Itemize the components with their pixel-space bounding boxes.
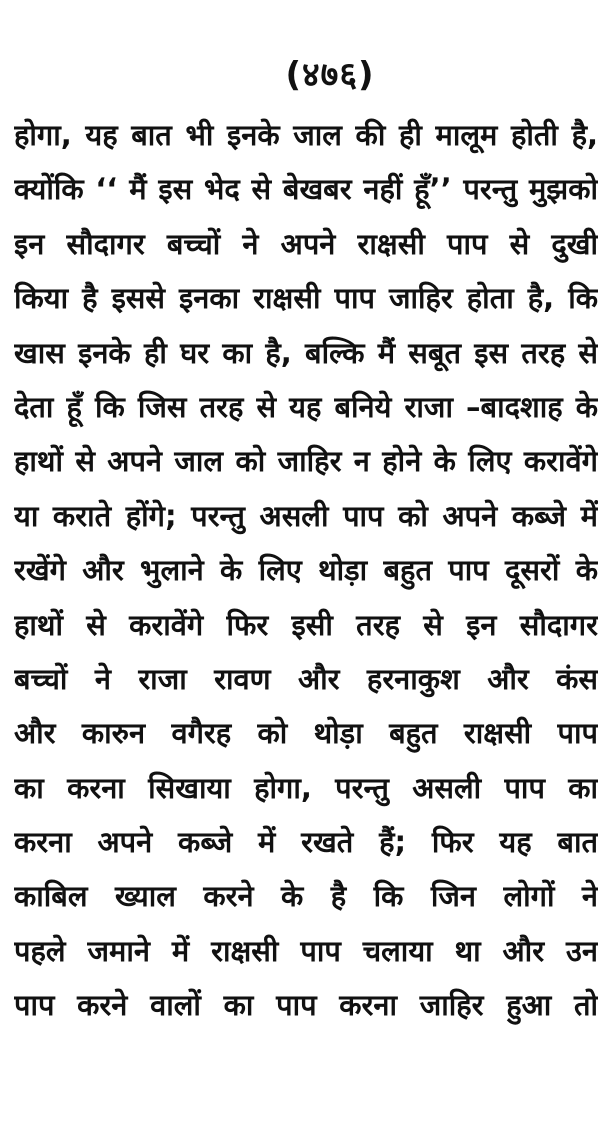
text-line: हाथों से करावेंगे फिर इसी तरह से इन सौदागर: [14, 607, 598, 642]
text-line: रखेंगे और भुलाने के लिए थोड़ा बहुत पाप दूसरों के: [14, 553, 598, 588]
text-line: काबिल ख्याल करने के है कि जिन लोगों ने: [14, 879, 598, 914]
text-line: किया है इससे इनका राक्षसी पाप जाहिर होता है, कि: [14, 281, 598, 316]
text-line: पहले जमाने में राक्षसी पाप चलाया था और उन: [14, 933, 598, 968]
text-line: पाप करने वालों का पाप करना जाहिर हुआ तो: [14, 988, 598, 1023]
text-line: करना अपने कब्जे में रखते हैं; फिर यह बात: [14, 825, 598, 860]
text-line: हाथों से अपने जाल को जाहिर न होने के लिए करावेंगे: [14, 444, 598, 479]
text-line: खास इनके ही घर का है, बल्कि मैं सबूत इस तरह से: [14, 335, 598, 370]
body-text: [14, 108, 598, 1033]
text-line: इन सौदागर बच्चों ने अपने राक्षसी पाप से दुखी: [14, 226, 598, 261]
text-line: का करना सिखाया होगा, परन्तु असली पाप का: [14, 770, 598, 805]
text-line: या कराते होंगे; परन्तु असली पाप को अपने कब्जे में: [14, 498, 598, 533]
text-line: क्योंकि ‘‘ मैं इस भेद से बेखबर नहीं हूँ’’ परन्तु मुझको: [14, 172, 598, 207]
text-line: और कारुन वगैरह को थोड़ा बहुत राक्षसी पाप: [14, 716, 598, 751]
page-number: (४७६): [285, 55, 375, 95]
text-line: होगा, यह बात भी इनके जाल की ही मालूम होती है,: [14, 118, 598, 152]
text-line: बच्चों ने राजा रावण और हरनाकुश और कंस: [14, 661, 598, 696]
text-line: देता हूँ कि जिस तरह से यह बनिये राजा –बादशाह के: [14, 389, 598, 424]
